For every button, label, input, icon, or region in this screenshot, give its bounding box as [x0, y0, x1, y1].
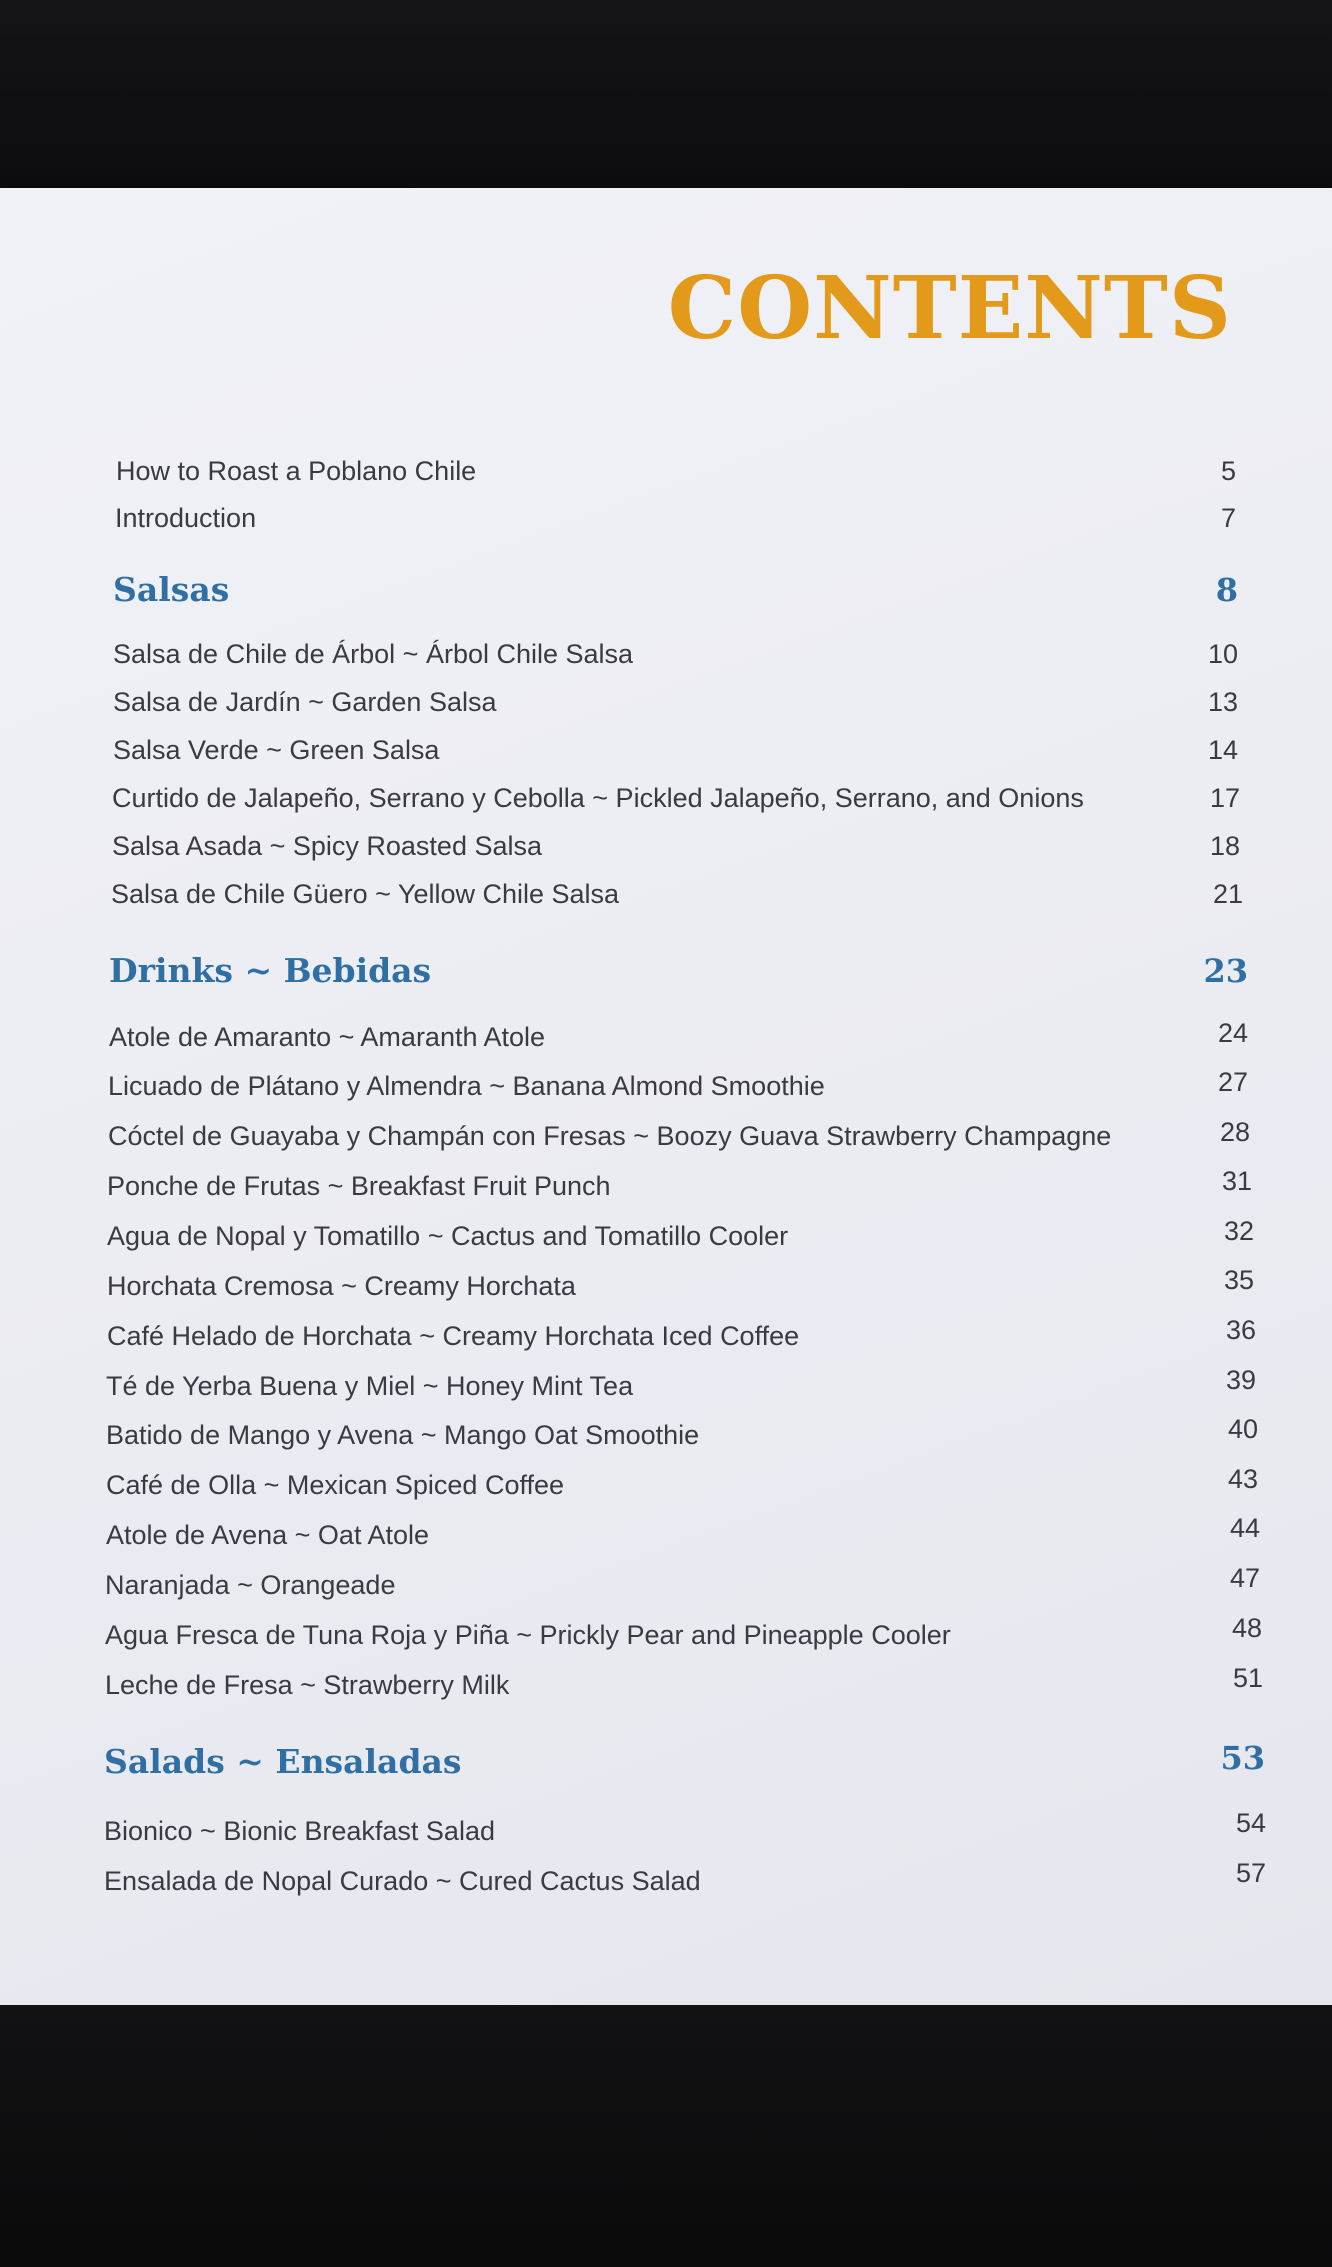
toc-entry-label: Salsa Asada ~ Spicy Roasted Salsa — [112, 831, 543, 861]
toc-entry-page: 48 — [1231, 1613, 1262, 1643]
toc-entry-label: Café Helado de Horchata ~ Creamy Horchata Iced Coffee — [107, 1321, 800, 1351]
book-page — [0, 188, 1332, 2008]
toc-entry-page: 24 — [1217, 1018, 1248, 1048]
toc-entry-page: 28 — [1219, 1117, 1250, 1147]
section-heading: Salads ~ Ensaladas — [104, 1742, 462, 1781]
toc-entry-label: Cóctel de Guayaba y Champán con Fresas ~ Boozy Guava Strawberry Champagne — [108, 1121, 1112, 1151]
toc-entry-label: Salsa Verde ~ Green Salsa — [113, 735, 440, 765]
toc-entry-label: Salsa de Chile de Árbol ~ Árbol Chile Salsa — [113, 639, 634, 669]
toc-entry-page: 43 — [1227, 1464, 1258, 1494]
toc-entry-label: Introduction — [115, 503, 257, 533]
toc-entry-page: 5 — [1220, 456, 1236, 486]
section-page: 53 — [1220, 1739, 1265, 1777]
section-heading: Salsas — [113, 570, 230, 609]
toc-entry-label: Té de Yerba Buena y Miel ~ Honey Mint Tea — [106, 1371, 634, 1401]
toc-entry-page: 17 — [1209, 783, 1240, 813]
toc-entry-label: Ensalada de Nopal Curado ~ Cured Cactus Salad — [104, 1866, 701, 1896]
toc-entry-page: 35 — [1223, 1265, 1254, 1295]
toc-entry-page: 32 — [1223, 1216, 1254, 1246]
toc-entry-label: Leche de Fresa ~ Strawberry Milk — [105, 1670, 510, 1700]
toc-entry-label: How to Roast a Poblano Chile — [116, 456, 477, 486]
toc-entry-page: 18 — [1209, 831, 1240, 861]
toc-entry-label: Bionico ~ Bionic Breakfast Salad — [104, 1816, 495, 1846]
toc-entry-page: 47 — [1229, 1563, 1260, 1593]
toc-entry-page: 36 — [1225, 1315, 1256, 1345]
toc-entry-page: 31 — [1221, 1166, 1252, 1196]
toc-entry-label: Licuado de Plátano y Almendra ~ Banana Almond Smoothie — [108, 1071, 825, 1101]
toc-entry-page: 21 — [1212, 879, 1243, 909]
toc-entry-label: Naranjada ~ Orangeade — [105, 1570, 396, 1600]
page-title: CONTENTS — [667, 258, 1232, 359]
toc-entry-page: 54 — [1235, 1808, 1266, 1838]
toc-entry-page: 39 — [1225, 1365, 1256, 1395]
toc-entry-page: 40 — [1227, 1414, 1258, 1444]
toc-entry-label: Café de Olla ~ Mexican Spiced Coffee — [106, 1470, 565, 1500]
toc-entry-page: 14 — [1207, 735, 1238, 765]
toc-entry-page: 51 — [1232, 1663, 1263, 1693]
toc-entry-page: 7 — [1220, 503, 1236, 533]
background-top — [0, 0, 1332, 190]
table-of-contents — [0, 188, 1332, 2008]
toc-entry-label: Batido de Mango y Avena ~ Mango Oat Smoothie — [106, 1420, 700, 1450]
toc-entry-page: 13 — [1207, 687, 1238, 717]
toc-entry-label: Curtido de Jalapeño, Serrano y Cebolla ~ Pickled Jalapeño, Serrano, and Onions — [112, 783, 1084, 813]
toc-entry-page: 10 — [1207, 639, 1238, 669]
toc-entry-label: Salsa de Jardín ~ Garden Salsa — [113, 687, 497, 717]
toc-entry-page: 57 — [1235, 1858, 1266, 1888]
toc-entry-page: 27 — [1217, 1067, 1248, 1097]
toc-entry-label: Ponche de Frutas ~ Breakfast Fruit Punch — [107, 1171, 611, 1201]
toc-entry-label: Salsa de Chile Güero ~ Yellow Chile Salsa — [111, 879, 620, 909]
toc-entry-page: 44 — [1229, 1513, 1260, 1543]
background-bottom — [0, 2005, 1332, 2267]
toc-entry-label: Atole de Amaranto ~ Amaranth Atole — [109, 1022, 546, 1052]
section-page: 8 — [1215, 571, 1238, 609]
toc-entry-label: Agua de Nopal y Tomatillo ~ Cactus and Tomatillo Cooler — [107, 1221, 789, 1251]
toc-entry-label: Horchata Cremosa ~ Creamy Horchata — [107, 1271, 576, 1301]
section-page: 23 — [1203, 952, 1248, 990]
toc-entry-label: Atole de Avena ~ Oat Atole — [106, 1520, 429, 1550]
toc-entry-label: Agua Fresca de Tuna Roja y Piña ~ Prickly Pear and Pineapple Cooler — [105, 1620, 951, 1650]
section-heading: Drinks ~ Bebidas — [109, 951, 432, 990]
